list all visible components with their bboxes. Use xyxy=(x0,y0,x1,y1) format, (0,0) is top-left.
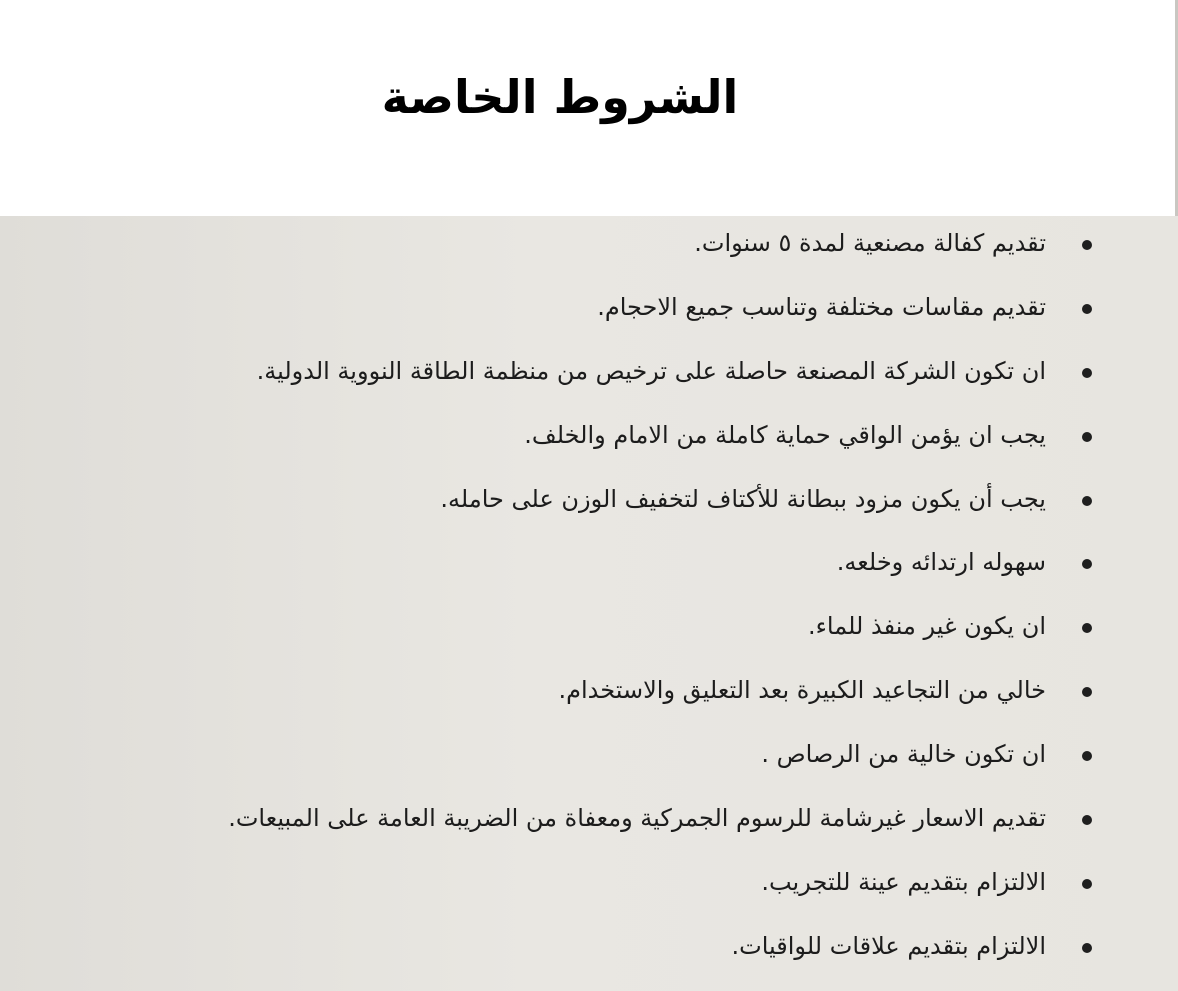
condition-text: الالتزام بتقديم عينة للتجريب. xyxy=(761,867,1046,896)
bullet-icon xyxy=(1082,240,1092,250)
condition-text: ان يكون غير منفذ للماء. xyxy=(808,612,1046,641)
title-header xyxy=(0,0,1176,216)
list-item xyxy=(0,212,1178,276)
list-item xyxy=(0,659,1178,723)
list-item xyxy=(0,468,1178,532)
condition-text: يجب ان يؤمن الواقي حماية كاملة من الامام والخلف. xyxy=(524,420,1046,449)
condition-text: الالتزام بتقديم علاقات للواقيات. xyxy=(731,931,1046,960)
bullet-icon xyxy=(1082,687,1092,697)
condition-text: ان تكون خالية من الرصاص . xyxy=(761,740,1046,769)
bullet-icon xyxy=(1082,432,1092,442)
bullet-icon xyxy=(1082,879,1092,889)
list-item xyxy=(0,723,1178,787)
condition-text: سهوله ارتدائه وخلعه. xyxy=(836,548,1046,577)
list-item xyxy=(0,276,1178,340)
condition-text: تقديم كفالة مصنعية لمدة ٥ سنوات. xyxy=(694,229,1046,257)
list-item xyxy=(0,851,1178,915)
list-item xyxy=(0,595,1178,659)
condition-text: ان تكون الشركة المصنعة حاصلة على ترخيص من منظمة الطاقة النووية الدولية. xyxy=(256,356,1046,385)
bullet-icon xyxy=(1082,559,1092,569)
list-item xyxy=(0,787,1178,851)
bullet-icon xyxy=(1082,623,1092,633)
list-item xyxy=(0,915,1178,979)
bullet-icon xyxy=(1082,304,1092,314)
list-item xyxy=(0,531,1178,595)
condition-text: تقديم الاسعار غيرشامة للرسوم الجمركية ومعفاة من الضريبة العامة على المبيعات. xyxy=(228,804,1046,833)
condition-text: يجب أن يكون مزود ببطانة للأكتاف لتخفيف الوزن على حامله. xyxy=(440,484,1046,513)
bullet-icon xyxy=(1082,815,1092,825)
list-item xyxy=(0,340,1178,404)
bullet-icon xyxy=(1082,496,1092,506)
list-item xyxy=(0,404,1178,468)
bullet-icon xyxy=(1082,943,1092,953)
condition-text: تقديم مقاسات مختلفة وتناسب جميع الاحجام. xyxy=(597,292,1046,321)
special-conditions-list xyxy=(0,212,1178,979)
page-title: الشروط الخاصة xyxy=(381,70,739,124)
bullet-icon xyxy=(1082,751,1092,761)
bullet-icon xyxy=(1082,368,1092,378)
condition-text: خالي من التجاعيد الكبيرة بعد التعليق والاستخدام. xyxy=(558,676,1046,705)
